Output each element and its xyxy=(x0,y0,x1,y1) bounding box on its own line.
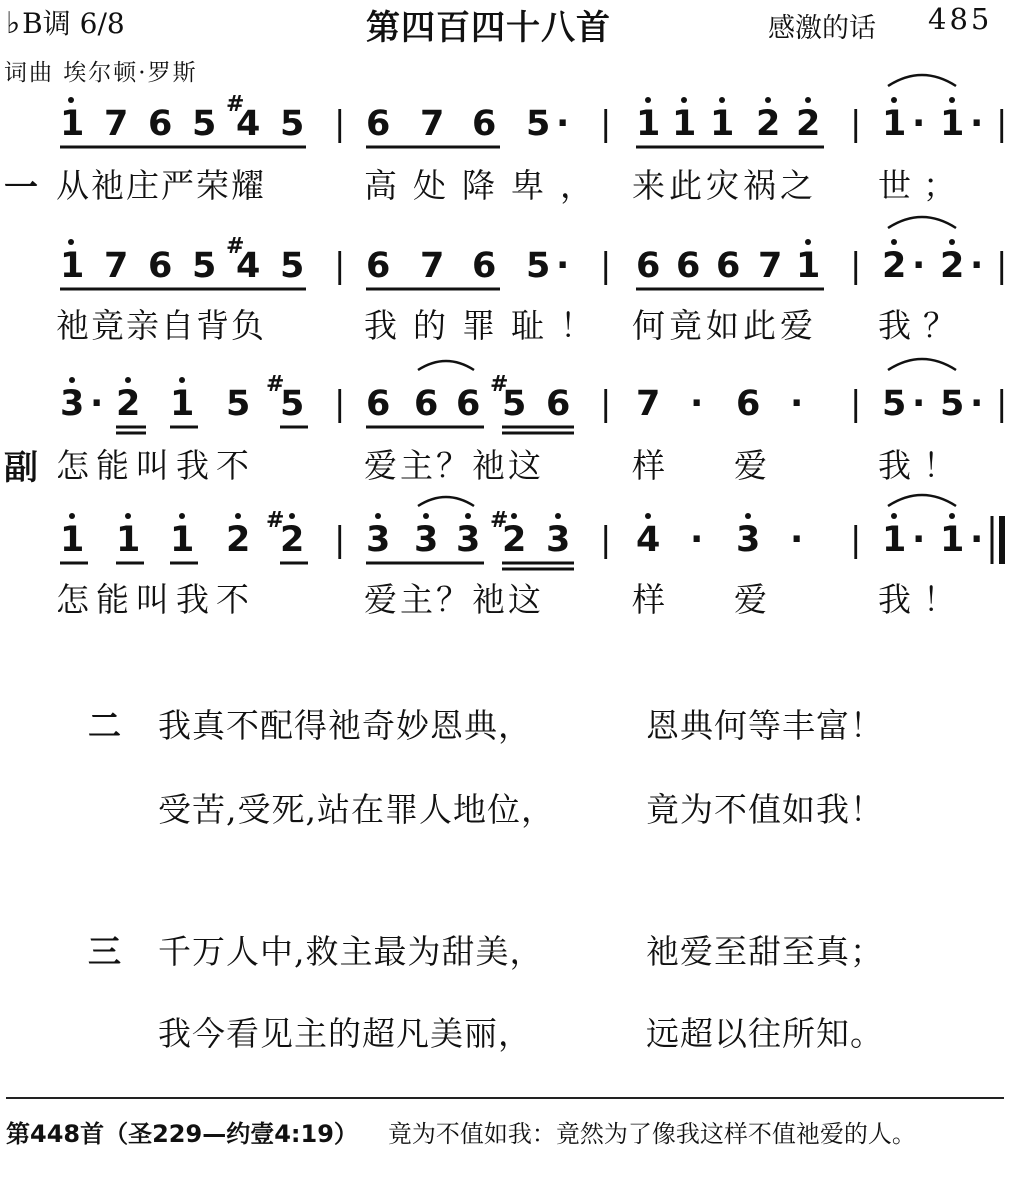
note: 2 xyxy=(280,520,305,560)
note: 6 xyxy=(366,384,391,424)
note: 3 xyxy=(60,384,85,424)
note: 1 xyxy=(940,520,965,560)
barline: | xyxy=(334,520,346,560)
note: 4 xyxy=(636,520,661,560)
note: 6 xyxy=(366,246,391,286)
verse-line: 千万人中,救主最为甜美， xyxy=(158,932,544,971)
note: 1 xyxy=(60,520,85,560)
note: 3 xyxy=(736,520,761,560)
barline: | xyxy=(996,384,1008,424)
note: 5 xyxy=(280,104,305,144)
note: 3 xyxy=(546,520,571,560)
note: 6 xyxy=(366,104,391,144)
note: 2 xyxy=(882,246,907,286)
barline: | xyxy=(334,384,346,424)
octave-dots xyxy=(68,97,955,519)
note: 1 xyxy=(170,520,195,560)
time-signature: 6/8 xyxy=(79,7,125,40)
note: 1 xyxy=(882,520,907,560)
verse-line: 受苦,受死,站在罪人地位， xyxy=(158,790,555,829)
lyric-segment: 高处降卑， xyxy=(364,166,609,205)
note: 5 xyxy=(882,384,907,424)
dotted-extension: · xyxy=(690,384,704,424)
note: 5 xyxy=(940,384,965,424)
final-barline xyxy=(992,516,1002,564)
lyric-segment: 爱 xyxy=(734,446,769,485)
sharp-sign: # xyxy=(490,508,509,533)
note: 5 xyxy=(280,384,305,424)
dotted-extension: · xyxy=(912,104,926,144)
note: 3 xyxy=(414,520,439,560)
dotted-extension: · xyxy=(690,520,704,560)
beam-underlines xyxy=(60,147,824,569)
note: 5 xyxy=(526,246,551,286)
verse-line: 远超以往所知。 xyxy=(646,1014,884,1053)
note: 6 xyxy=(472,104,497,144)
sharp-sign: # xyxy=(226,92,245,117)
verse-line: 恩典何等丰富！ xyxy=(646,706,884,745)
lyric-segment: 我的罪耻！ xyxy=(364,306,609,345)
dotted-extension: · xyxy=(912,520,926,560)
verse-line: 我真不配得祂奇妙恩典， xyxy=(158,706,532,745)
hymn-category: 感激的话 xyxy=(768,13,876,44)
dotted-extension: · xyxy=(912,246,926,286)
hymn-title: 第四百四十八首 xyxy=(366,8,611,48)
note: 2 xyxy=(226,520,251,560)
barline: | xyxy=(600,246,612,286)
note: 6 xyxy=(148,104,173,144)
lyric-segment: 祂竟亲自背负 xyxy=(56,306,266,345)
sharp-sign: # xyxy=(266,372,285,397)
lyric-segment: 来此灾祸之 xyxy=(632,166,817,205)
lyric-segment: 样 xyxy=(632,446,667,485)
dotted-extension: · xyxy=(790,384,804,424)
note: 1 xyxy=(116,520,141,560)
lyric-segment: 何竟如此爱 xyxy=(632,306,817,345)
note: 1 xyxy=(710,104,735,144)
note: 6 xyxy=(716,246,741,286)
lyric-segment: 样 xyxy=(632,580,667,619)
note: 5 xyxy=(192,104,217,144)
note: 1 xyxy=(672,104,697,144)
note: 6 xyxy=(414,384,439,424)
dotted-extension: · xyxy=(90,384,104,424)
note: 4 xyxy=(236,104,261,144)
sharp-sign: # xyxy=(266,508,285,533)
dotted-extension: · xyxy=(970,520,984,560)
dotted-extension: · xyxy=(970,384,984,424)
note: 3 xyxy=(366,520,391,560)
note: 7 xyxy=(420,246,445,286)
barline: | xyxy=(600,520,612,560)
barline: | xyxy=(334,246,346,286)
note: 6 xyxy=(472,246,497,286)
note: 2 xyxy=(796,104,821,144)
note: 7 xyxy=(104,104,129,144)
note: 2 xyxy=(502,520,527,560)
note: 7 xyxy=(758,246,783,286)
lyric-segment: 我！ xyxy=(878,446,968,485)
note: 5 xyxy=(526,104,551,144)
barline: | xyxy=(996,246,1008,286)
dotted-extension: · xyxy=(556,104,570,144)
note: 2 xyxy=(116,384,141,424)
barline: | xyxy=(850,384,862,424)
note: 7 xyxy=(420,104,445,144)
dotted-extension: · xyxy=(970,246,984,286)
note: 1 xyxy=(170,384,195,424)
barline: | xyxy=(600,384,612,424)
sharp-sign: # xyxy=(490,372,509,397)
note: 6 xyxy=(546,384,571,424)
page-number: 485 xyxy=(928,2,993,36)
note: 2 xyxy=(756,104,781,144)
barline: | xyxy=(600,104,612,144)
lyric-segment: 从祂庄严荣耀 xyxy=(56,166,266,205)
key-name: B调 xyxy=(22,7,71,40)
lyric-segment: 我？ xyxy=(878,306,968,345)
lyric-segment: 我！ xyxy=(878,580,968,619)
lyric-segment: 怎能叫我不 xyxy=(56,580,256,619)
refrain-label: 副 xyxy=(4,448,38,488)
note: 2 xyxy=(940,246,965,286)
footnote xyxy=(6,1114,1006,1154)
footnote-reference: 第448首（圣229—约壹4:19） xyxy=(6,1120,358,1148)
note: 3 xyxy=(456,520,481,560)
flat-sign: ♭ xyxy=(6,6,21,41)
note: 6 xyxy=(148,246,173,286)
note: 7 xyxy=(104,246,129,286)
note: 6 xyxy=(736,384,761,424)
lyric-segment: 爱主？祂这 xyxy=(364,580,544,619)
verse-number: 三 xyxy=(88,932,121,971)
note: 7 xyxy=(636,384,661,424)
dotted-extension: · xyxy=(556,246,570,286)
note: 1 xyxy=(636,104,661,144)
note: 1 xyxy=(882,104,907,144)
verse-line: 竟为不值如我！ xyxy=(646,790,884,829)
note: 1 xyxy=(796,246,821,286)
note: 6 xyxy=(456,384,481,424)
verse-line: 我今看见主的超凡美丽， xyxy=(158,1014,532,1053)
note: 5 xyxy=(192,246,217,286)
dotted-extension: · xyxy=(790,520,804,560)
barline: | xyxy=(850,520,862,560)
footnote-divider xyxy=(6,1097,1004,1099)
author-credit: 词曲 埃尔顿·罗斯 xyxy=(4,60,198,86)
lyric-segment: 怎能叫我不 xyxy=(56,446,256,485)
barline: | xyxy=(850,104,862,144)
lyric-segment: 爱 xyxy=(734,580,769,619)
barline: | xyxy=(850,246,862,286)
verse-label: 一 xyxy=(4,168,38,208)
note: 1 xyxy=(60,246,85,286)
lyric-segment: 世； xyxy=(878,166,968,205)
footnote-text: 竟为不值如我：竟然为了像我这样不值祂爱的人。 xyxy=(387,1120,916,1148)
note: 6 xyxy=(636,246,661,286)
sharp-sign: # xyxy=(226,234,245,259)
note: 5 xyxy=(226,384,251,424)
note: 5 xyxy=(502,384,527,424)
barline: | xyxy=(996,104,1008,144)
verse-number: 二 xyxy=(88,706,121,745)
note: 4 xyxy=(236,246,261,286)
note: 1 xyxy=(940,104,965,144)
verse-line: 祂爱至甜至真； xyxy=(646,932,884,971)
lyric-segment: 爱主？祂这 xyxy=(364,446,544,485)
dotted-extension: · xyxy=(912,384,926,424)
dotted-extension: · xyxy=(970,104,984,144)
barline: | xyxy=(334,104,346,144)
note: 1 xyxy=(60,104,85,144)
note: 5 xyxy=(280,246,305,286)
note: 6 xyxy=(676,246,701,286)
